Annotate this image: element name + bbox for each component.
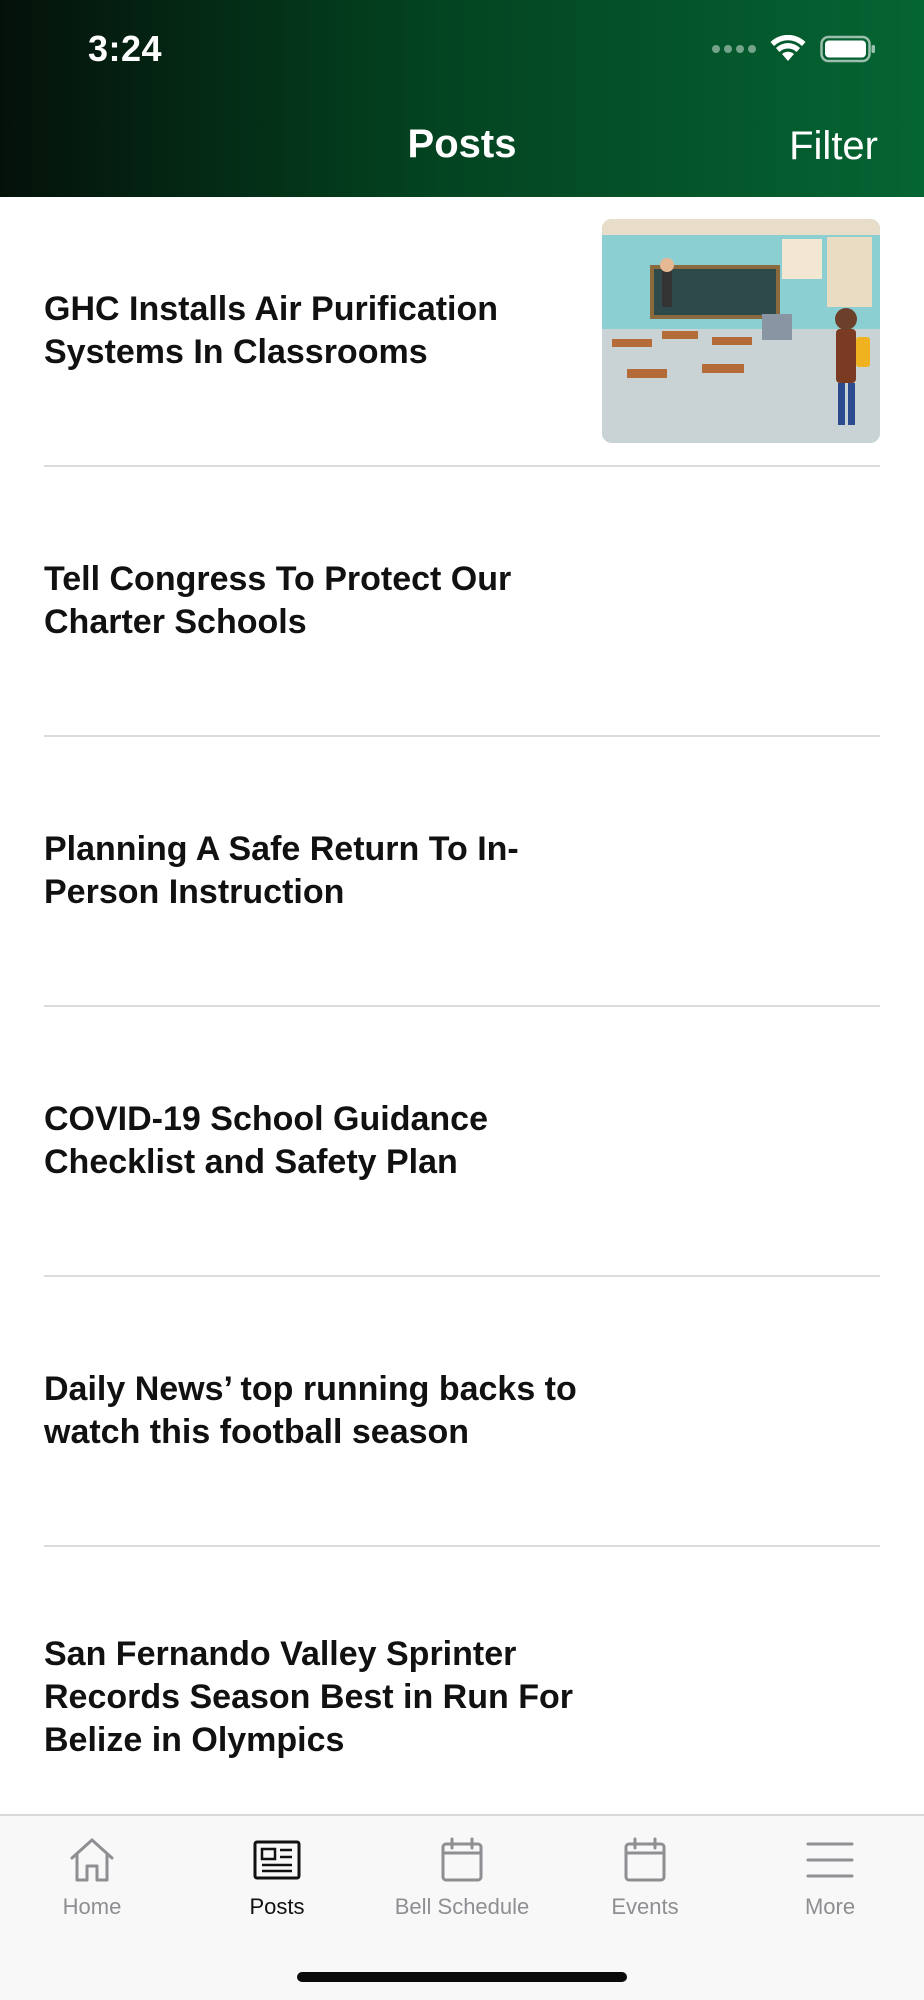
post-title: Planning A Safe Return To In-Person Instruction <box>44 830 519 911</box>
tab-label: Events <box>611 1894 679 1919</box>
post-item[interactable] <box>44 737 880 1007</box>
post-title: COVID-19 School Guidance Checklist and Safety Plan <box>44 1100 488 1181</box>
tab-more[interactable] <box>738 1834 922 1920</box>
post-item[interactable] <box>44 1277 880 1547</box>
calendar-icon <box>436 1834 488 1886</box>
page-title: Posts <box>407 122 517 166</box>
post-title: San Fernando Valley Sprinter Records Season Best in Run For Belize in Olympics <box>44 1634 573 1759</box>
home-icon <box>66 1834 118 1886</box>
tab-label: More <box>804 1894 856 1919</box>
post-title: GHC Installs Air Purification Systems In Classrooms <box>44 290 499 371</box>
classroom-illustration <box>602 219 880 443</box>
battery-icon <box>820 35 876 63</box>
post-thumbnail-image <box>602 219 880 443</box>
posts-list <box>0 197 924 1847</box>
tab-bell-schedule[interactable] <box>370 1834 554 1920</box>
post-item[interactable] <box>44 1547 880 1847</box>
navigation-header <box>0 0 924 197</box>
tab-posts[interactable] <box>185 1834 369 1920</box>
post-title: Tell Congress To Protect Our Charter Schools <box>44 560 512 641</box>
tab-label: Posts <box>249 1894 305 1919</box>
status-icons <box>712 34 876 64</box>
post-item[interactable] <box>44 467 880 737</box>
tab-label: Bell Schedule <box>394 1894 530 1919</box>
tab-events[interactable] <box>553 1834 737 1920</box>
home-indicator[interactable] <box>297 1972 627 1982</box>
cellular-signal-icon <box>712 45 756 53</box>
post-item[interactable] <box>44 197 880 467</box>
menu-icon <box>804 1834 856 1886</box>
post-item[interactable] <box>44 1007 880 1277</box>
status-time: 3:24 <box>88 28 163 69</box>
tab-home[interactable] <box>0 1834 184 1920</box>
calendar-icon <box>619 1834 671 1886</box>
tab-label: Home <box>62 1894 122 1919</box>
post-title: Daily News’ top running backs to watch this football season <box>44 1370 577 1451</box>
wifi-icon <box>770 35 806 63</box>
filter-button[interactable]: Filter <box>789 124 878 168</box>
newspaper-icon <box>251 1834 303 1886</box>
